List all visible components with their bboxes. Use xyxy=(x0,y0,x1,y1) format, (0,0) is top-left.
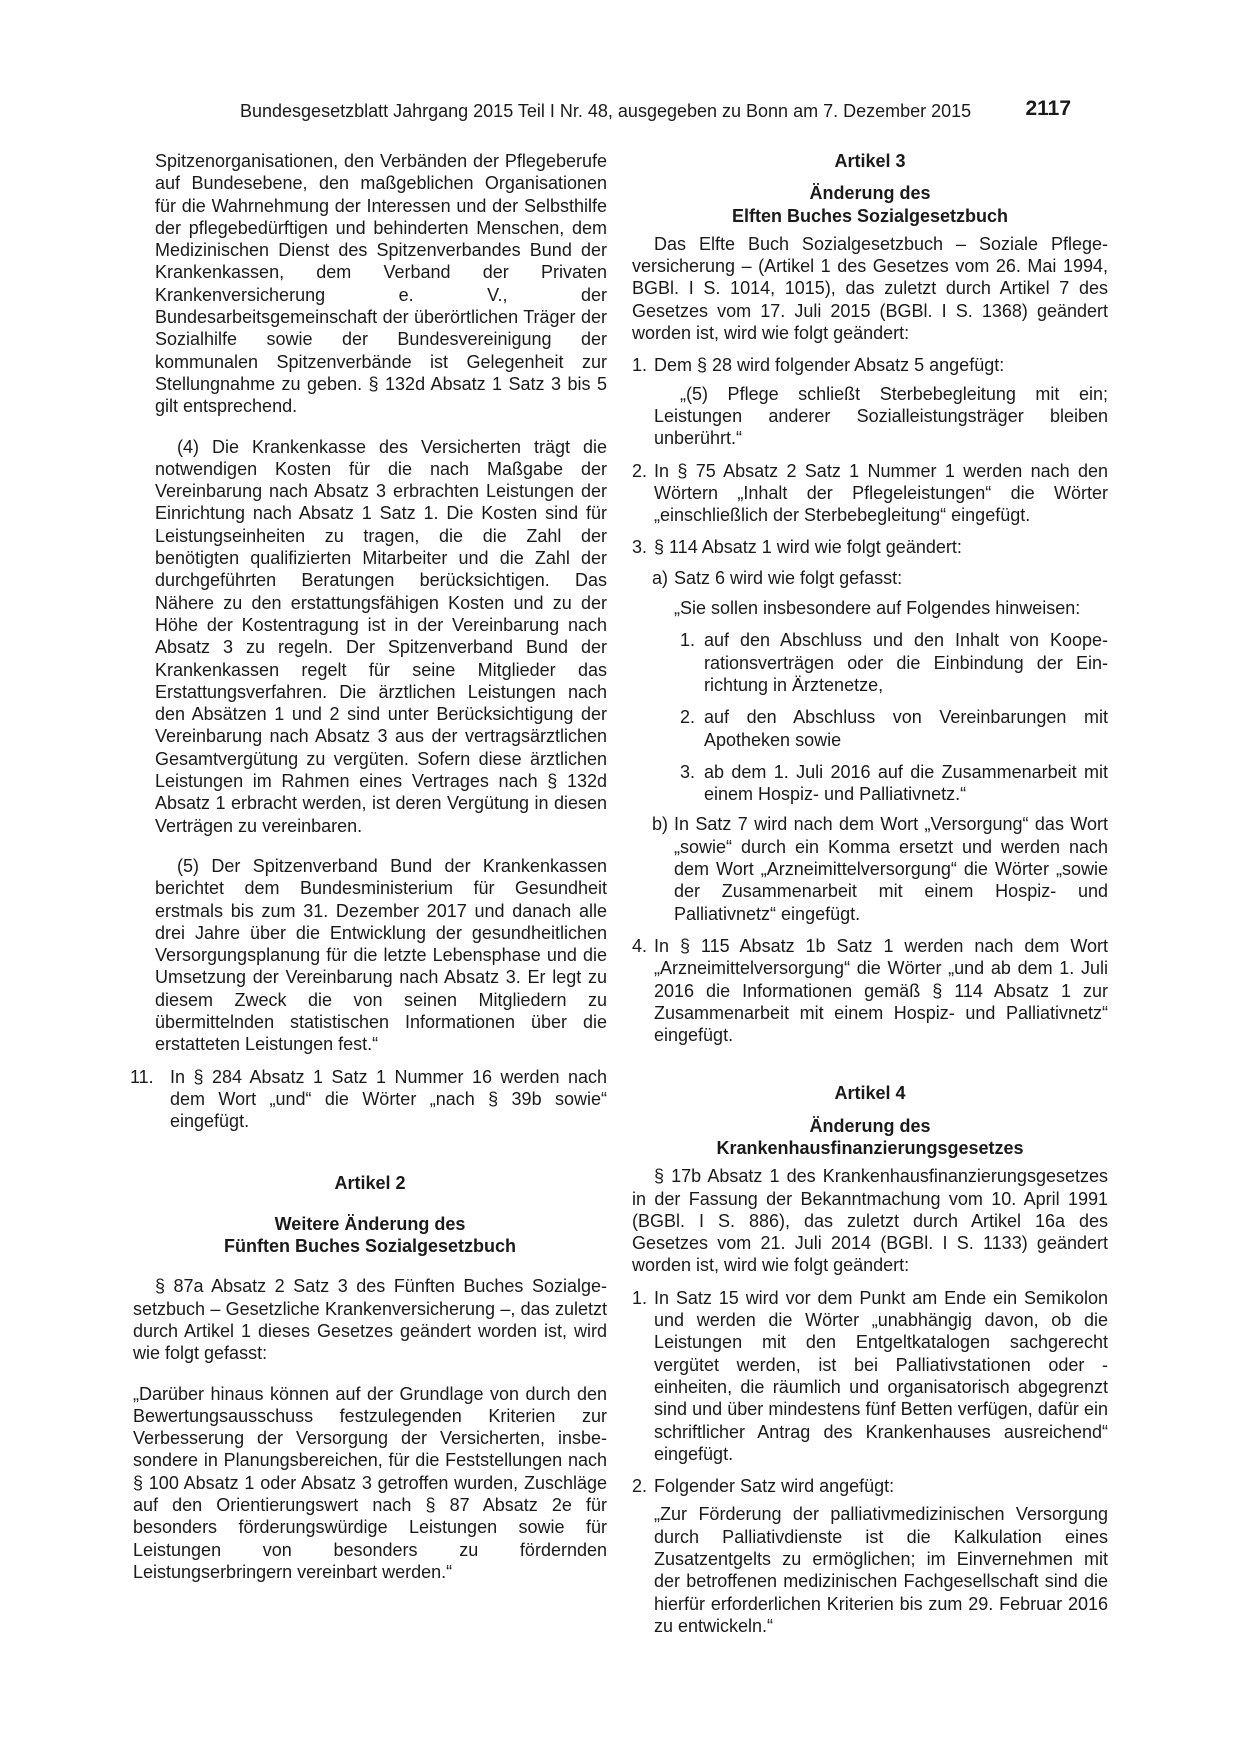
list-number: 3. xyxy=(632,537,648,558)
article-2-title: Artikel 2 xyxy=(334,1173,406,1194)
list-number: 2. xyxy=(632,460,648,481)
article-4-title: Artikel 4 xyxy=(834,1083,906,1104)
list-item-3 xyxy=(632,536,1108,558)
item-3a-quote: „Sie sollen insbesondere auf Folgendes hinweisen: xyxy=(674,598,1081,619)
right-column xyxy=(632,150,1108,1637)
list-number: 2. xyxy=(632,1476,648,1497)
article-2-subtitle-1: Weitere Änderung des xyxy=(274,1213,466,1234)
point-text: auf den Abschluss und den Inhalt von Kooperationsverträgen oder die Einbindung der Einrichtung in Ärztenetze, xyxy=(704,630,1108,695)
list-number: 11. xyxy=(130,1066,154,1087)
article-2-subtitle-2: Fünften Buches Sozialgesetzbuch xyxy=(223,1236,517,1257)
page-number: 2117 xyxy=(1025,97,1071,120)
sub-text: In Satz 7 wird nach dem Wort „Versorgung“ das Wort „sowie“ durch ein Komma ersetzt und werden nach dem Wort „Arzneimittelversorgung“ die Wörter „sowie der Zusammenarbeit mit einem Hospiz- und Palliativnetz“ eingefügt. xyxy=(674,814,1108,924)
list-number: 1. xyxy=(632,1287,648,1308)
sub-text: Satz 6 wird wie folgt gefasst: xyxy=(674,567,903,588)
list-text: In Satz 15 wird vor dem Punkt am Ende ein Semikolon und werden die Wörter „unabhängig davon, ob die Leistungen mit den Entgeltkatalogen sachgerecht vergütet werden, ist bei Palliativstationen oder -einheiten, die räumlich und organisatorisch abgegrenzt sind und über mindestens fünf Betten verfügen, dafür ein schriftlicher Antrag des Krankenhauses ausreichend“ eingefügt. xyxy=(654,1287,1108,1464)
article-4-intro: § 17b Absatz 1 des Krankenhausfinanzierungsgesetzes in der Fassung der Bekanntmachung vom 10. April 1991 (BGBl. I S. 886), das zuletzt durch Artikel 16a des Gesetzes vom 21. Juli 2014 (BGBl. I S. 1133) geändert worden ist, wird wie folgt geändert: xyxy=(632,1166,1108,1276)
article-4-item-2-quote: „Zur Förderung der palliativmedizinischen Versorgung durch Palliativdienste ist die Kalkulation eines Zusatzentgelts zu ermöglichen; im Einvernehmen mit der betroffenen medizinischen Fachgesellschaft sind die hierfür erforderlichen Kriterien bis zum 29. Februar 2016 zu entwickeln.“ xyxy=(654,1504,1108,1636)
point-text: auf den Abschluss von Vereinbarungen mit Apotheken sowie xyxy=(704,707,1108,750)
paragraph-4: (4) Die Krankenkasse des Versicherten trägt die notwendigen Kosten für die nach Maßgabe der Vereinbarung nach Absatz 3 erbrachten Leistungen der Einrichtung nach Absatz 1 Satz 1. Die Kosten sind für Leistungseinheiten zu tragen, die die Zahl der benötigten qualifizierten Mitarbeiter und die Zahl der durchgeführten Beratungen berücksichtigen. Das Nähere zu den erstattungsfähigen Kosten und zu der Höhe der Kostentragung ist in der Vereinbarung nach Absatz 3 zu regeln. Der Spitzenverband Bund der Krankenkassen regelt für seine Mitglieder das Erstattungsverfahren. Die ärztlichen Leistungen nach den Absätzen 1 und 2 sind unter Berücksichtigung der Vereinbarung nach Absatz 3 aus der vertragsärztlichen Gesamtvergütung zu vergüten. Sofern diese ärztlichen Leistungen im Rahmen eines Vertrages nach § 132d Absatz 1 erbracht werden, ist deren Vergütung in diesen Verträgen zu vereinbaren. xyxy=(155,436,607,836)
article-2-intro: § 87a Absatz 2 Satz 3 des Fünften Buches Sozialgesetzbuch – Gesetzliche Krankenversicherung –, das zuletzt durch Artikel 1 dieses Gesetzes geändert worden ist, wird wie folgt gefasst: xyxy=(133,1276,607,1364)
article-3-subtitle-2: Elften Buches Sozialgesetzbuch xyxy=(731,205,1009,226)
item-1-quote: „(5) Pflege schließt Sterbebegleitung mit ein; Leistungen anderer Sozialleistungsträger bleiben unberührt.“ xyxy=(654,383,1108,449)
point-text: ab dem 1. Juli 2016 auf die Zusammenarbeit mit einem Hospiz- und Palliativnetz.“ xyxy=(704,761,1108,805)
list-text: Dem § 28 wird folgender Absatz 5 angefügt: xyxy=(654,355,1005,376)
header-title: Bundesgesetzblatt Jahrgang 2015 Teil I Nr. 48, ausgegeben zu Bonn am 7. Dezember 2015 xyxy=(240,101,972,121)
article-4-item-1 xyxy=(632,1287,1108,1465)
article-3-intro: Das Elfte Buch Sozialgesetzbuch – Soziale Pflegeversicherung – (Artikel 1 des Gesetzes vom 26. Mai 1994, BGBl. I S. 1014, 1015), das zuletzt durch Artikel 7 des Gesetzes vom 17. Juli 2015 (BGBl. I S. 1368) geändert worden ist, wird wie folgt geändert: xyxy=(632,233,1108,344)
sub-letter: b) xyxy=(652,814,669,835)
list-text: § 114 Absatz 1 wird wie folgt geändert: xyxy=(654,537,962,558)
sub-letter: a) xyxy=(652,567,669,588)
article-4-subtitle-1: Änderung des xyxy=(809,1115,931,1136)
article-3-subtitle-1: Änderung des xyxy=(809,183,931,204)
point-number: 2. xyxy=(680,707,696,728)
list-item-11 xyxy=(130,1066,607,1133)
list-text: In § 75 Absatz 2 Satz 1 Nummer 1 werden nach den Wörtern „Inhalt der Pflegeleistungen“ die Wörter „einschließlich der Sterbebegleitung“ eingefügt. xyxy=(654,460,1108,526)
point-number: 3. xyxy=(680,761,696,782)
list-item-1 xyxy=(632,354,1108,376)
paragraph-5: (5) Der Spitzenverband Bund der Krankenkassen berichtet dem Bundesministerium für Gesundheit erstmals bis zum 31. Dezember 2017 und danach alle drei Jahre über die Entwicklung der gesundheitlichen Versorgungsplanung für die letzte Lebensphase und die Umsetzung der Vereinbarung nach Absatz 3. Er legt zu diesem Zweck die von seinen Mitgliedern zu übermittelnden statistischen Informationen über die erstatteten Leistungen fest.“ xyxy=(155,855,607,1055)
list-number: 4. xyxy=(632,935,648,956)
list-number: 1. xyxy=(632,355,648,376)
sub-point-3 xyxy=(632,761,1108,806)
paragraph-continuation: Spitzenorganisationen, den Verbänden der Pflegeberufe auf Bundesebene, den maßgeblichen Organisationen für die Wahrnehmung der Interessen und der Selbsthilfe der pflegebedürftigen und behinderten Menschen, dem Medizinischen Dienst des Spitzenverbandes Bund der Krankenkassen, dem Verband der Privaten Krankenversicherung e. V., der Bundesarbeitsgemeinschaft der überörtlichen Träger der Sozialhilfe sowie der Bundesvereinigung der kommunalen Spitzenverbände ist Gelegenheit zur Stellungnahme zu geben. § 132d Absatz 1 Satz 3 bis 5 gilt entsprechend. xyxy=(155,151,607,417)
list-text: In § 115 Absatz 1b Satz 1 werden nach dem Wort „Arzneimittelversorgung“ die Wörter „und ab dem 1. Juli 2016 die Informationen gemäß § 114 Absatz 1 zur Zusammenarbeit mit einem Hospiz- und Palliativnetz“ eingefügt. xyxy=(654,935,1108,1046)
article-2-quote: „Darüber hinaus können auf der Grundlage von durch den Bewertungsausschuss festzulegenden Kriterien zur Verbesserung der Versorgung der Versicherten, insbesondere in Planungsbereichen, für die Feststellungen nach § 100 Absatz 1 oder Absatz 3 getroffen wurden, Zuschläge auf den Orientierungswert nach § 87 Absatz 2e für besonders förderungswürdige Leistungen sowie für Leistungen von besonders zu fördernden Leistungserbringern vereinbart werden.“ xyxy=(133,1383,607,1582)
list-item-4 xyxy=(632,935,1108,1046)
article-3-title: Artikel 3 xyxy=(834,151,906,171)
sub-item-3b xyxy=(632,813,1108,924)
article-4-subtitle-2: Krankenhausfinanzierungsgesetzes xyxy=(716,1137,1024,1158)
list-text: In § 284 Absatz 1 Satz 1 Nummer 16 werden nach dem Wort „und“ die Wörter „nach § 39b sowie“ eingefügt. xyxy=(170,1066,607,1132)
sub-point-2 xyxy=(632,706,1108,751)
point-number: 1. xyxy=(680,630,696,651)
list-item-2 xyxy=(632,460,1108,527)
left-column xyxy=(130,150,607,1583)
list-text: Folgender Satz wird angefügt: xyxy=(654,1476,895,1497)
article-4-item-2 xyxy=(632,1475,1108,1497)
sub-point-1 xyxy=(632,629,1108,696)
sub-item-3a xyxy=(632,567,1108,589)
